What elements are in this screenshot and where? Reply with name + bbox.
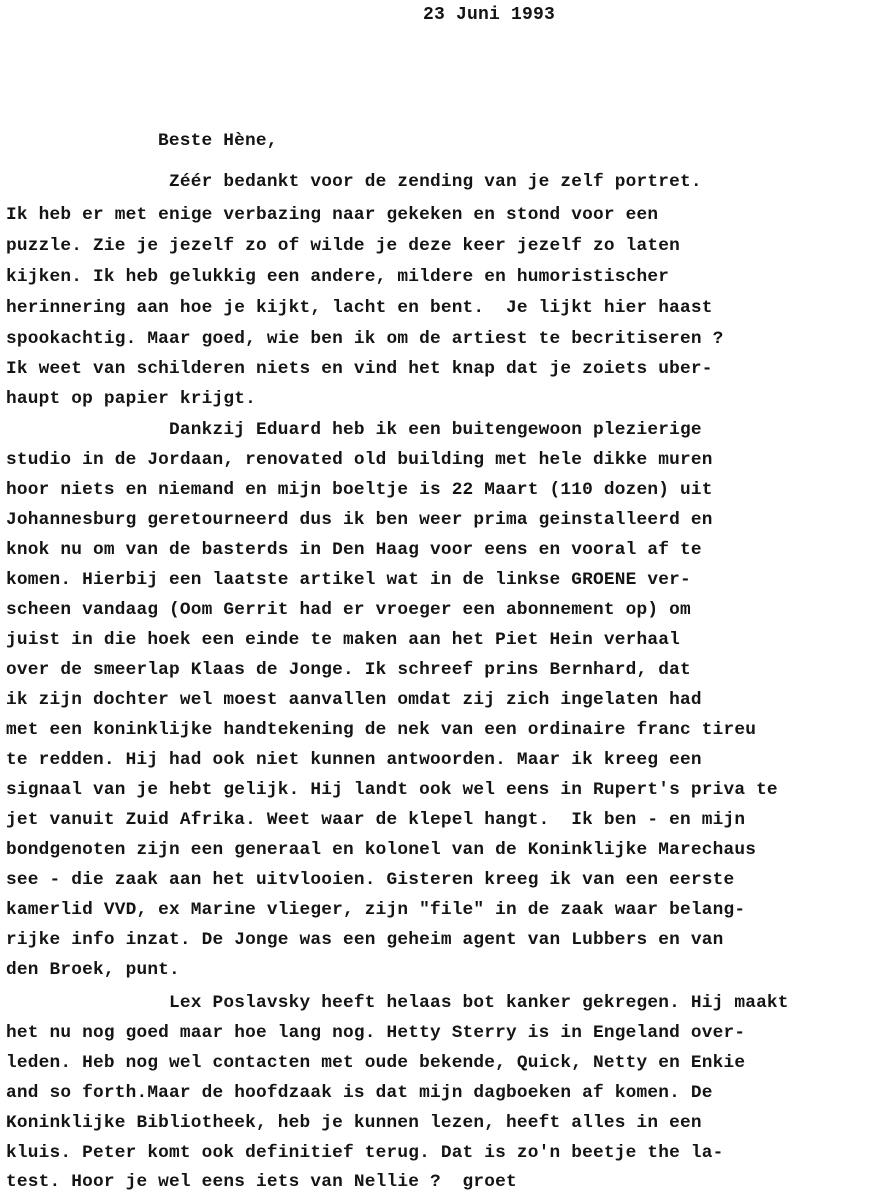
body-line: Koninklijke Bibliotheek, heb je kunnen lezen, heeft alles in een (6, 1113, 702, 1133)
body-line: spookachtig. Maar goed, wie ben ik om de artiest te becritiseren ? (6, 329, 724, 349)
body-line: bondgenoten zijn een generaal en kolonel van de Koninklijke Marechaus (6, 840, 757, 860)
body-line: kijken. Ik heb gelukkig een andere, mildere en humoristischer (6, 267, 670, 287)
body-line: Dankzij Eduard heb ik een buitengewoon plezierige (6, 420, 702, 440)
body-line: komen. Hierbij een laatste artikel wat in de linkse GROENE ver- (6, 570, 691, 590)
body-line: jet vanuit Zuid Afrika. Weet waar de klepel hangt. Ik ben - en mijn (6, 810, 746, 830)
body-line: signaal van je hebt gelijk. Hij landt ook wel eens in Rupert's priva te (6, 780, 778, 800)
body-line: over de smeerlap Klaas de Jonge. Ik schreef prins Bernhard, dat (6, 660, 691, 680)
body-line: kamerlid VVD, ex Marine vlieger, zijn "file" in de zaak waar belang- (6, 900, 746, 920)
body-line: puzzle. Zie je jezelf zo of wilde je deze keer jezelf zo laten (6, 236, 680, 256)
body-line: scheen vandaag (Oom Gerrit had er vroeger een abonnement op) om (6, 600, 691, 620)
body-line: see - die zaak aan het uitvlooien. Gisteren kreeg ik van een eerste (6, 870, 735, 890)
letter-salutation: Beste Hène, (158, 131, 278, 151)
body-line: test. Hoor je wel eens iets van Nellie ? groet (6, 1172, 517, 1192)
body-line: ik zijn dochter wel moest aanvallen omdat zij zich ingelaten had (6, 690, 702, 710)
body-line: Ik weet van schilderen niets en vind het knap dat je zoiets uber- (6, 359, 713, 379)
body-line: Johannesburg geretourneerd dus ik ben weer prima geinstalleerd en (6, 510, 713, 530)
body-line: leden. Heb nog wel contacten met oude bekende, Quick, Netty en Enkie (6, 1053, 746, 1073)
body-line: Ik heb er met enige verbazing naar gekeken en stond voor een (6, 205, 659, 225)
body-line: te redden. Hij had ook niet kunnen antwoorden. Maar ik kreeg een (6, 750, 702, 770)
body-line: kluis. Peter komt ook definitief terug. Dat is zo'n beetje the la- (6, 1143, 724, 1163)
body-line: knok nu om van de basterds in Den Haag voor eens en vooral af te (6, 540, 702, 560)
body-line: juist in die hoek een einde te maken aan het Piet Hein verhaal (6, 630, 680, 650)
body-line: het nu nog goed maar hoe lang nog. Hetty Sterry is in Engeland over- (6, 1023, 746, 1043)
body-line: herinnering aan hoe je kijkt, lacht en bent. Je lijkt hier haast (6, 298, 713, 318)
body-line: and so forth.Maar de hoofdzaak is dat mijn dagboeken af komen. De (6, 1083, 713, 1103)
body-line: hoor niets en niemand en mijn boeltje is 22 Maart (110 dozen) uit (6, 480, 713, 500)
body-line: rijke info inzat. De Jonge was een geheim agent van Lubbers en van (6, 930, 724, 950)
body-line: studio in de Jordaan, renovated old building met hele dikke muren (6, 450, 713, 470)
letter-date: 23 Juni 1993 (423, 5, 556, 25)
body-line: den Broek, punt. (6, 960, 180, 980)
body-line: met een koninklijke handtekening de nek van een ordinaire franc tireu (6, 720, 757, 740)
body-line: haupt op papier krijgt. (6, 389, 257, 409)
body-line: Lex Poslavsky heeft helaas bot kanker gekregen. Hij maakt (6, 993, 789, 1013)
body-line: Zéér bedankt voor de zending van je zelf portret. (6, 172, 702, 192)
